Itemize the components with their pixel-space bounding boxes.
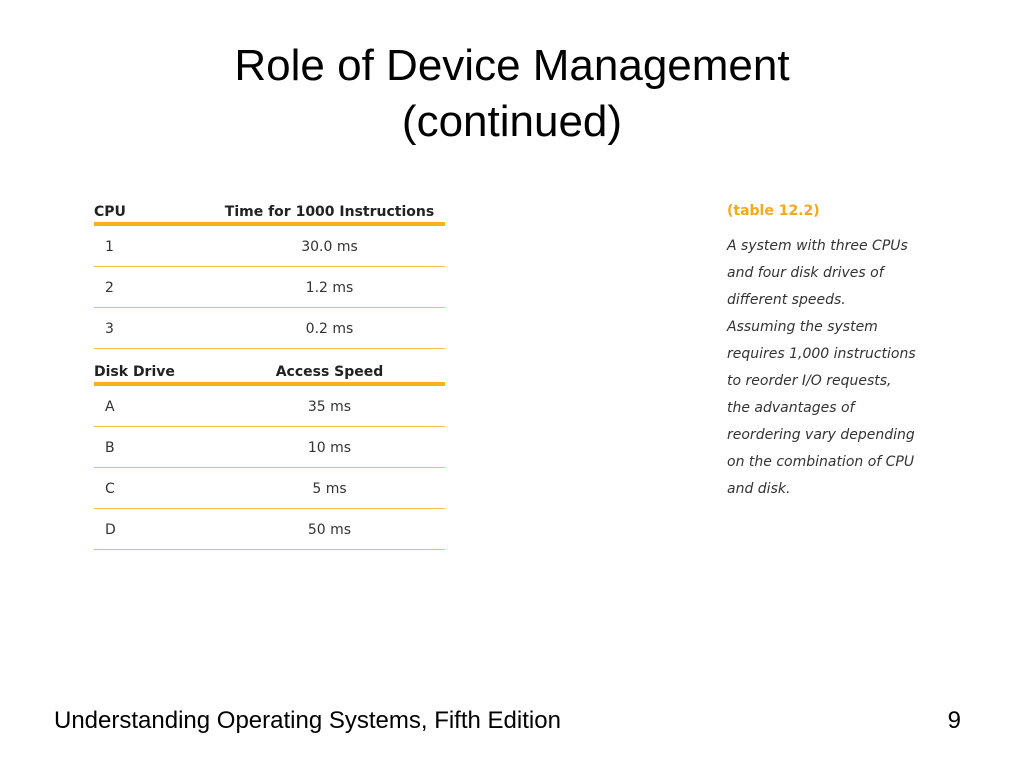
caption-line: to reorder I/O requests,	[727, 373, 892, 389]
disk-cell: A	[105, 399, 115, 415]
table-row	[94, 226, 445, 267]
speed-cell: 5 ms	[312, 481, 347, 497]
cpu-cell: 2	[105, 280, 114, 296]
speed-cell: 50 ms	[307, 522, 352, 538]
title-line-2: (continued)	[401, 97, 623, 146]
time-cell: 1.2 ms	[305, 280, 354, 296]
page-number: 9	[947, 707, 961, 734]
table-row	[94, 468, 445, 509]
disk-cell: C	[105, 481, 115, 497]
speed-cell: 10 ms	[307, 440, 352, 456]
access-speed-header: Access Speed	[275, 364, 384, 380]
disk-drive-header: Disk Drive	[94, 364, 175, 380]
caption-line: and disk.	[727, 481, 791, 497]
table-row	[94, 386, 445, 427]
table-12-2	[94, 196, 445, 550]
cpu-cell: 3	[105, 321, 114, 337]
table-row	[94, 509, 445, 550]
caption-line: and four disk drives of	[727, 265, 884, 281]
footer-text: Understanding Operating Systems, Fifth Edition	[54, 707, 561, 734]
speed-cell: 35 ms	[307, 399, 352, 415]
slide-title	[0, 38, 1024, 150]
time-cell: 0.2 ms	[305, 321, 354, 337]
time-header: Time for 1000 Instructions	[224, 204, 435, 220]
table-row	[94, 427, 445, 468]
title-line-1: Role of Device Management	[234, 41, 790, 90]
table-row	[94, 267, 445, 308]
cpu-cell: 1	[105, 239, 114, 255]
caption-line: A system with three CPUs	[727, 238, 908, 254]
cpu-header: CPU	[94, 204, 126, 220]
caption-line: Assuming the system	[727, 319, 878, 335]
cpu-table-header	[94, 196, 445, 226]
caption-line: the advantages of	[727, 400, 855, 416]
caption-line: reordering vary depending	[727, 427, 915, 443]
caption-line: requires 1,000 instructions	[727, 346, 916, 362]
caption-label: (table 12.2)	[727, 203, 820, 219]
caption-line: on the combination of CPU	[727, 454, 915, 470]
disk-table-header	[94, 356, 445, 386]
table-row	[94, 308, 445, 349]
table-caption	[727, 203, 967, 503]
time-cell: 30.0 ms	[301, 239, 358, 255]
disk-cell: B	[105, 440, 115, 456]
caption-line: different speeds.	[727, 292, 846, 308]
disk-cell: D	[105, 522, 116, 538]
